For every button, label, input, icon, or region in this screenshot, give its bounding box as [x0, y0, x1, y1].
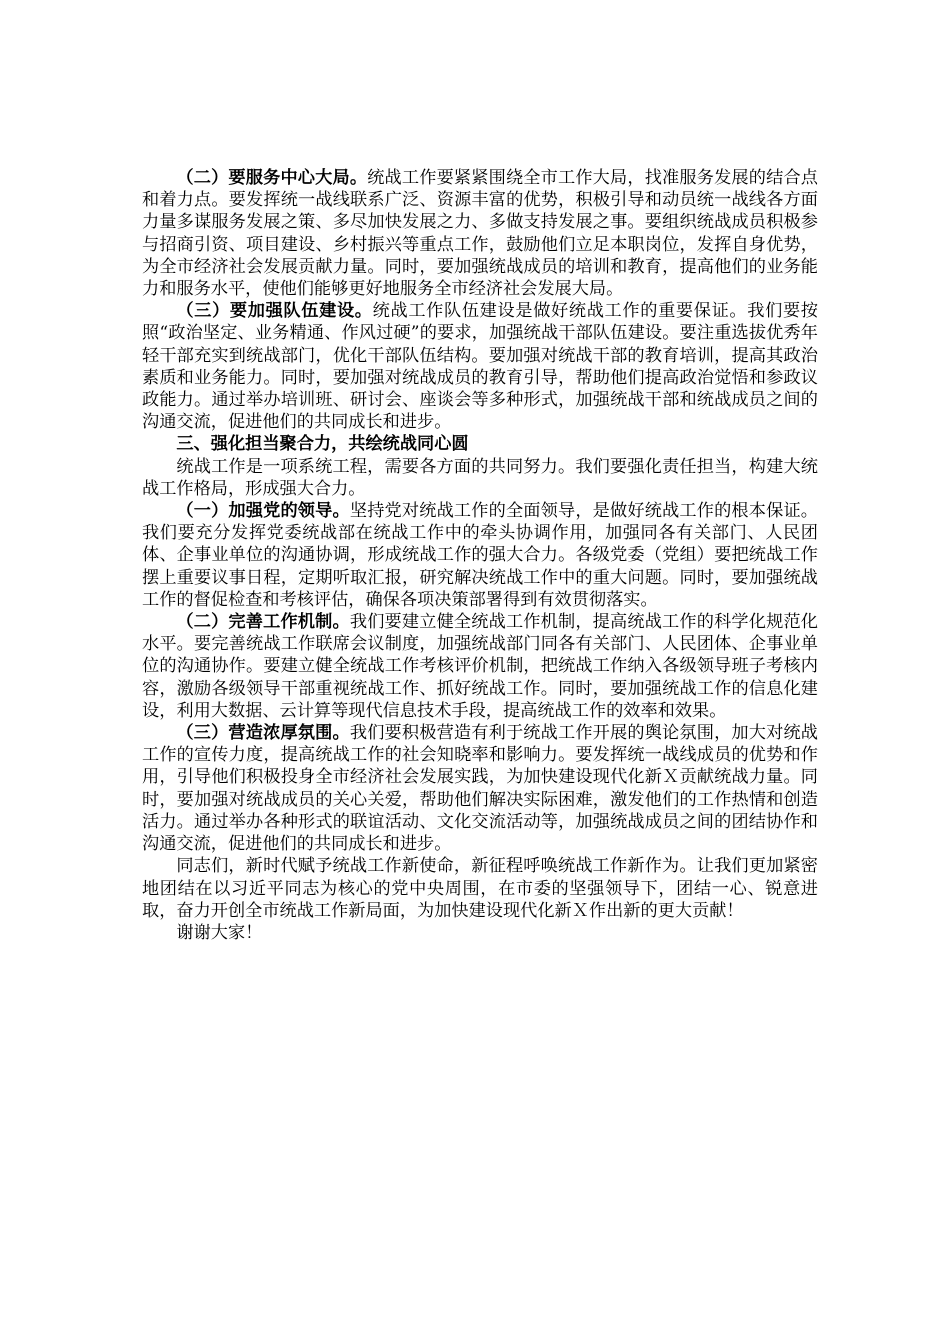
paragraph-thanks — [142, 922, 818, 944]
paragraph-body: 我们要建立健全统战工作机制，提高统战工作的科学化规范化水平。要完善统战工作联席会议制度，加强统战部门同各有关部门、人民团体、企事业单位的沟通协作。要建立健全统战工作考核评价机制，把统战工作纳入各级领导班子考核内容，激励各级领导干部重视统战工作、抓好统战工作。同时，要加强统战工作的信息化建设，利用大数据、云计算等现代信息技术手段，提高统战工作的效率和效果。 — [142, 612, 818, 721]
paragraph-body: 谢谢大家！ — [176, 922, 263, 943]
paragraph-serve-center — [142, 167, 818, 300]
paragraph-body: 统战工作要紧紧围绕全市工作大局，找准服务发展的结合点和着力点。要发挥统一战线联系广泛、资源丰富的优势，积极引导和动员统一战线各方面力量多谋服务发展之策、多尽加快发展之力、多做支持发展之事。要组织统战成员积极参与招商引资、项目建设、乡村振兴等重点工作，鼓励他们立足本职岗位，发挥自身优势，为全市经济社会发展贡献力量。同时，要加强统战成员的培训和教育，提高他们的业务能力和服务水平，使他们能够更好地服务全市经济社会发展大局。 — [142, 168, 818, 300]
paragraph-body: 统战工作队伍建设是做好统战工作的重要保证。我们要按照“政治坚定、业务精通、作风过硬”的要求，加强统战干部队伍建设。要注重选拔优秀年轻干部充实到统战部门，优化干部队伍结构。要加强对统战干部的教育培训，提高其政治素质和业务能力。同时，要加强对统战成员的教育引导，帮助他们提高政治觉悟和参政议政能力。通过举办培训班、研讨会、座谈会等多种形式，加强统战干部和统战成员之间的沟通交流，促进他们的共同成长和进步。 — [142, 301, 818, 433]
section-heading: 三、强化担当聚合力，共绘统战同心圆 — [176, 434, 469, 455]
paragraph-body: 同志们，新时代赋予统战工作新使命，新征程呼唤统战工作新作为。让我们更加紧密地团结在以习近平同志为核心的党中央周围，在市委的坚强领导下，团结一心、锐意进取，奋力开创全市统战工作新局面，为加快建设现代化新Ｘ作出新的更大贡献！ — [142, 856, 818, 921]
paragraph-atmosphere — [142, 722, 818, 855]
paragraph-body: 统战工作是一项系统工程，需要各方面的共同努力。我们要强化责任担当，构建大统战工作格局，形成强大合力。 — [142, 456, 818, 499]
paragraph-lead: （二）完善工作机制。 — [176, 612, 350, 633]
paragraph-lead: （三）要加强队伍建设。 — [176, 301, 373, 322]
paragraph-work-mechanism — [142, 611, 818, 722]
paragraph-lead: （三）营造浓厚氛围。 — [176, 723, 350, 744]
paragraph-body: 坚持党对统战工作的全面领导，是做好统战工作的根本保证。我们要充分发挥党委统战部在统战工作中的牵头协调作用，加强同各有关部门、人民团体、企事业单位的沟通协调，形成统战工作的强大合力。各级党委（党组）要把统战工作摆上重要议事日程，定期听取汇报，研究解决统战工作中的重大问题。同时，要加强统战工作的督促检查和考核评估，确保各项决策部署得到有效贯彻落实。 — [142, 501, 818, 610]
paragraph-lead: （二）要服务中心大局。 — [176, 168, 368, 188]
paragraph-team-building — [142, 300, 818, 433]
paragraph-lead: （一）加强党的领导。 — [176, 501, 350, 522]
paragraph-body: 我们要积极营造有利于统战工作开展的舆论氛围，加大对统战工作的宣传力度，提高统战工作的社会知晓率和影响力。要发挥统一战线成员的优势和作用，引导他们积极投身全市经济社会发展实践，为加快建设现代化新Ｘ贡献统战力量。同时，要加强对统战成员的关心关爱，帮助他们解决实际困难，激发他们的工作热情和创造活力。通过举办各种形式的联谊活动、文化交流活动等，加强统战成员之间的团结协作和沟通交流，促进他们的共同成长和进步。 — [142, 723, 818, 855]
paragraph-closing — [142, 855, 818, 922]
document-page — [142, 167, 818, 944]
paragraph-party-leadership — [142, 500, 818, 611]
paragraph-intro — [142, 456, 818, 500]
